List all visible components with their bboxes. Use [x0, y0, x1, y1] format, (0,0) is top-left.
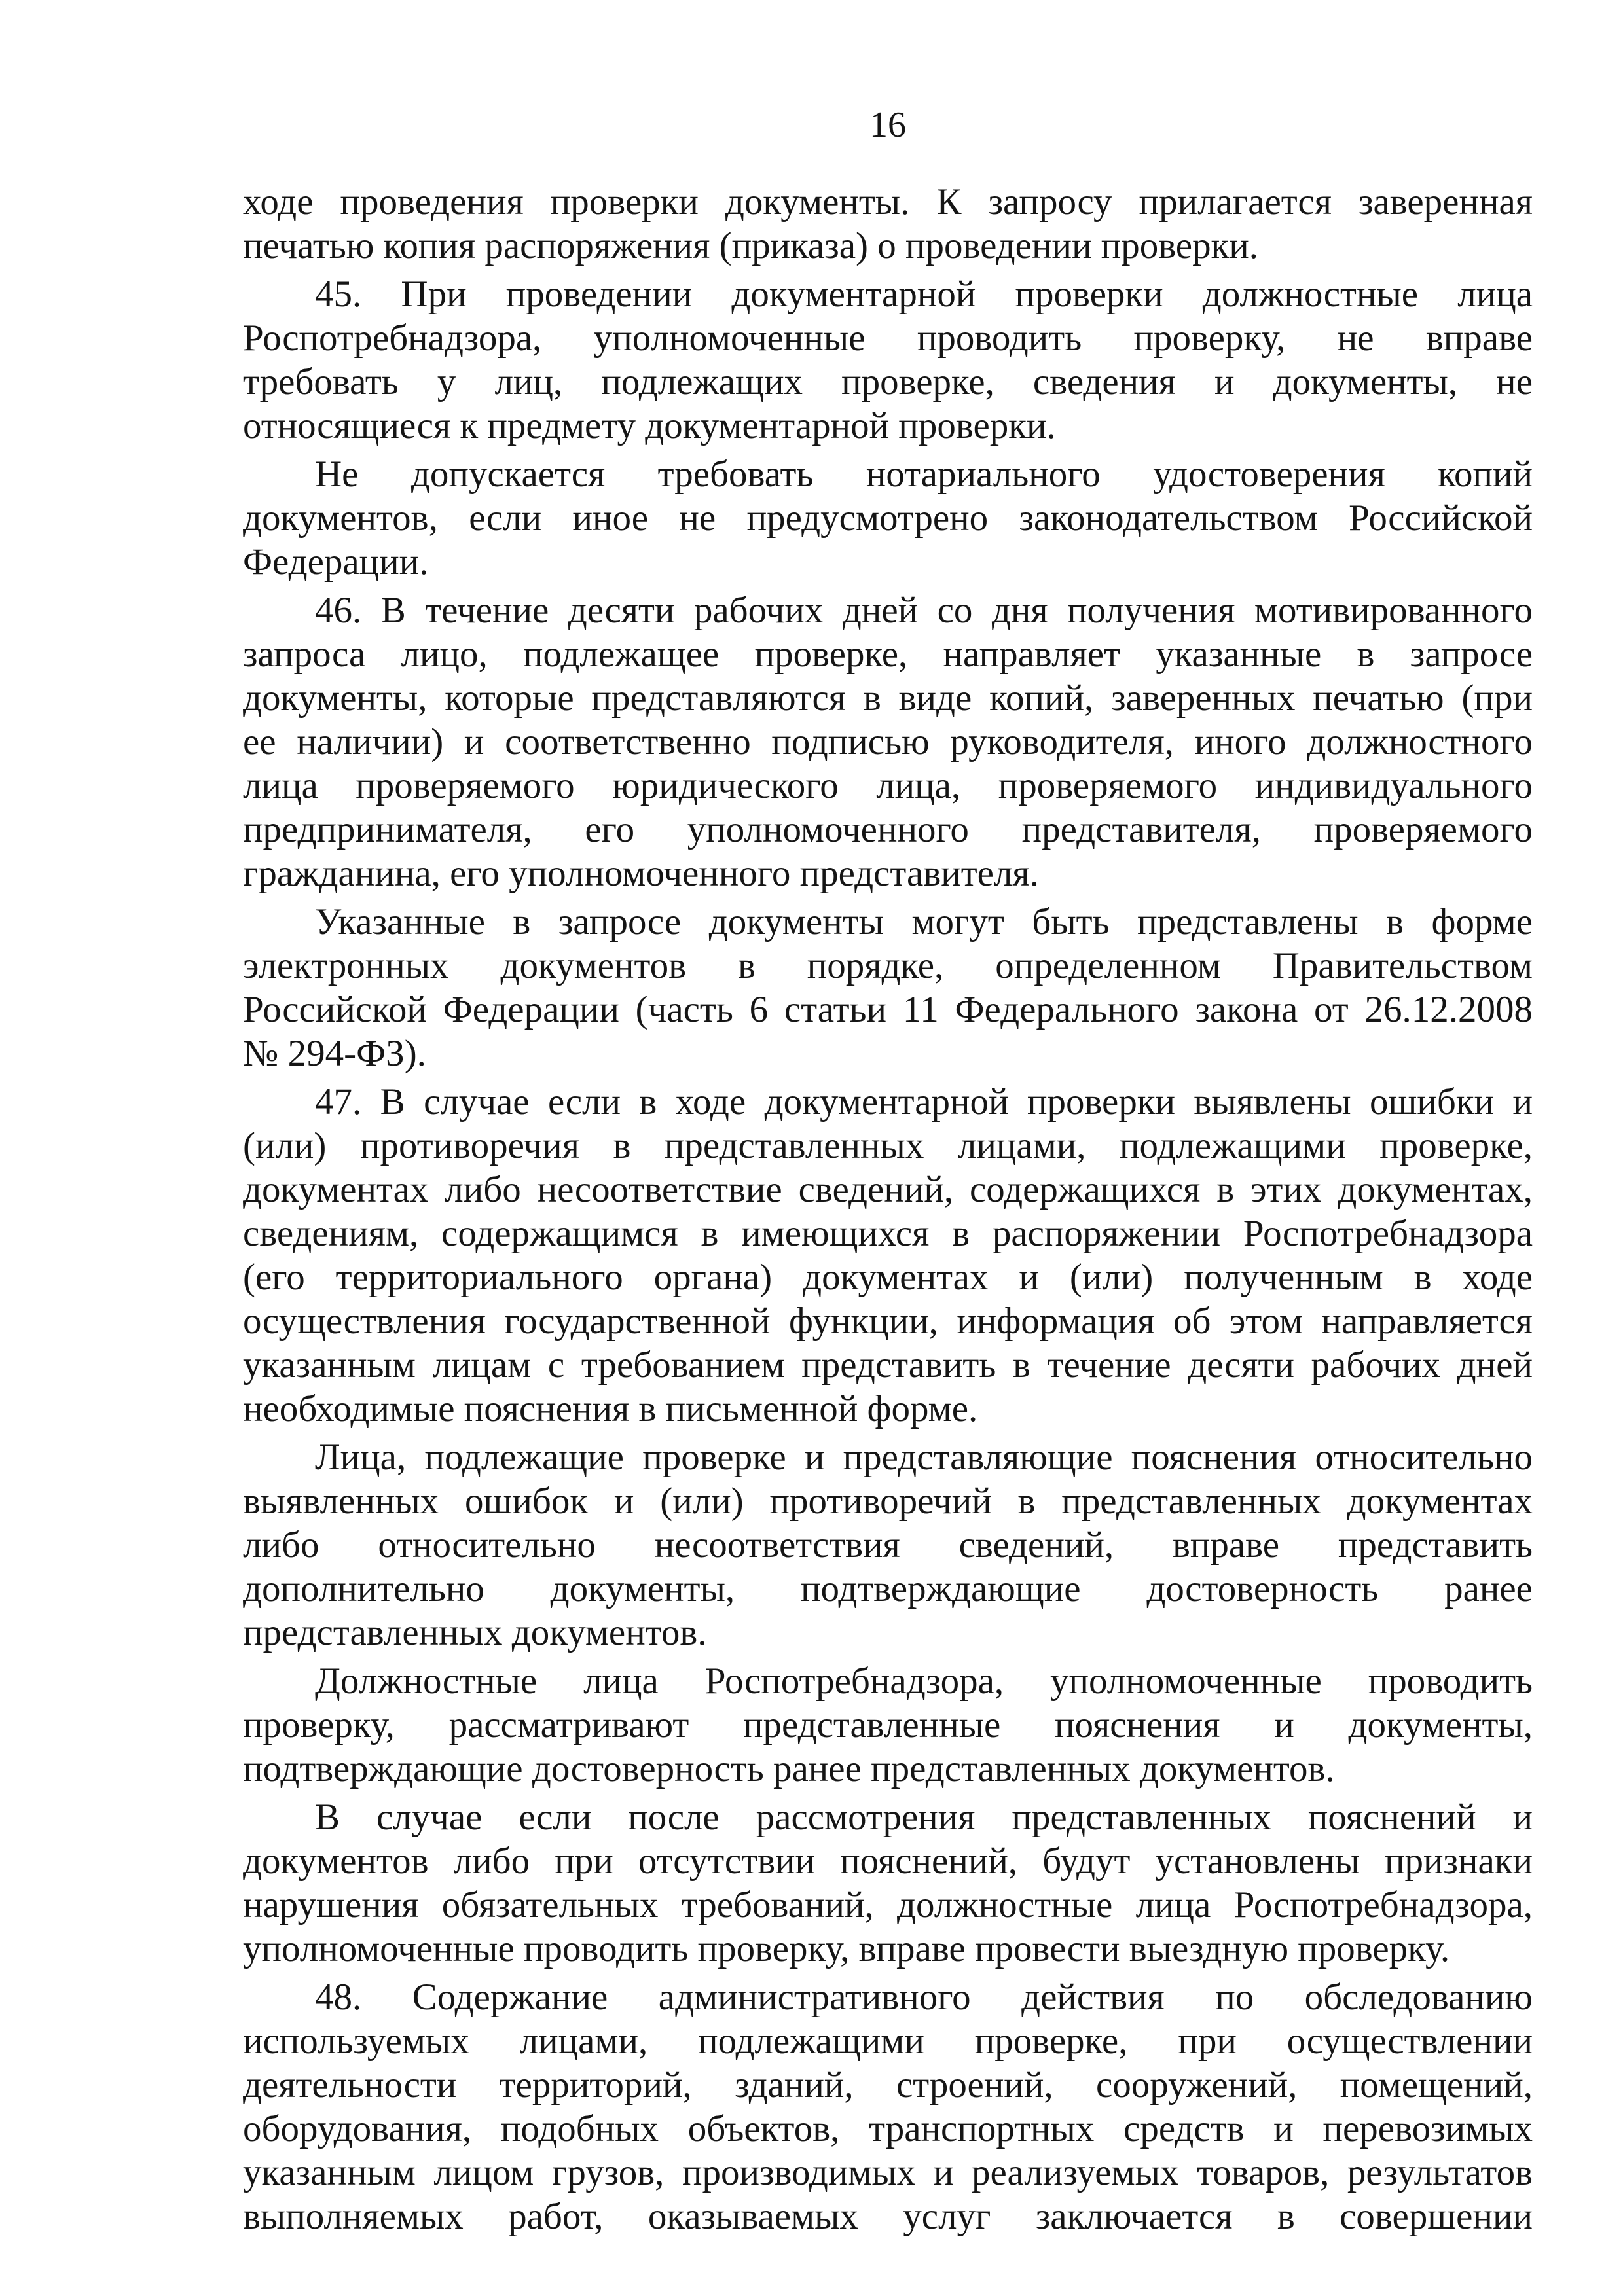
paragraph-45-notarization — [243, 452, 1533, 584]
text-line: нарушения обязательных требований, должностные лица Роспотребнадзора, — [243, 1884, 1533, 1926]
paragraph-47-explanations — [243, 1435, 1533, 1655]
paragraph-48 — [243, 1975, 1533, 2238]
document-body — [243, 180, 1533, 2238]
text-line: лица проверяемого юридического лица, проверяемого индивидуального — [243, 765, 1533, 806]
paragraph-46 — [243, 588, 1533, 895]
text-line: документов, если иное не предусмотрено законодательством Российской — [243, 497, 1533, 539]
text-line: 47. В случае если в ходе документарной проверки выявлены ошибки и — [315, 1081, 1533, 1122]
text-line: сведениям, содержащимся в имеющихся в распоряжении Роспотребнадзора — [243, 1213, 1533, 1254]
page-number: 16 — [869, 105, 906, 145]
text-line: (или) противоречия в представленных лицами, подлежащими проверке, — [243, 1125, 1533, 1166]
text-line: печатью копия распоряжения (приказа) о проведении проверки. — [243, 225, 1259, 266]
text-line: необходимые пояснения в письменной форме. — [243, 1388, 978, 1429]
text-line: выполняемых работ, оказываемых услуг заключается в совершении — [243, 2196, 1533, 2237]
text-line: № 294-ФЗ). — [243, 1033, 426, 1074]
text-line: 45. При проведении документарной проверки должностные лица — [315, 274, 1533, 315]
text-line: документов либо при отсутствии пояснений, будут установлены признаки — [243, 1840, 1533, 1882]
text-line: выявленных ошибок и (или) противоречий в представленных документах — [243, 1480, 1533, 1522]
text-line: требовать у лиц, подлежащих проверке, сведения и документы, не — [243, 361, 1533, 403]
text-line: (его территориального органа) документах и (или) полученным в ходе — [243, 1257, 1533, 1298]
text-line: уполномоченные проводить проверку, вправе провести выездную проверку. — [243, 1928, 1450, 1969]
text-line: деятельности территорий, зданий, строений, сооружений, помещений, — [243, 2064, 1533, 2106]
text-line: Роспотребнадзора, уполномоченные проводить проверку, не вправе — [243, 317, 1533, 359]
text-line: проверку, рассматривают представленные пояснения и документы, — [243, 1704, 1533, 1746]
paragraph-47 — [243, 1080, 1533, 1431]
paragraph-continued — [243, 180, 1533, 268]
text-line: указанным лицом грузов, производимых и реализуемых товаров, результатов — [243, 2152, 1533, 2193]
text-line: Не допускается требовать нотариального удостоверения копий — [315, 454, 1533, 495]
text-line: либо относительно несоответствия сведений, вправе представить — [243, 1524, 1533, 1566]
text-line: ходе проведения проверки документы. К запросу прилагается заверенная — [243, 181, 1533, 223]
text-line: документах либо несоответствие сведений, содержащихся в этих документах, — [243, 1169, 1533, 1210]
text-line: представленных документов. — [243, 1612, 707, 1653]
text-line: 46. В течение десяти рабочих дней со дня получения мотивированного — [315, 590, 1533, 631]
text-line: подтверждающие достоверность ранее представленных документов. — [243, 1748, 1335, 1789]
text-line: осуществления государственной функции, информация об этом направляется — [243, 1300, 1533, 1342]
text-line: Российской Федерации (часть 6 статьи 11 Федерального закона от 26.12.2008 — [243, 989, 1533, 1030]
text-line: относящиеся к предмету документарной проверки. — [243, 405, 1056, 446]
text-line: 48. Содержание административного действия по обследованию — [315, 1977, 1533, 2018]
paragraph-45 — [243, 272, 1533, 448]
text-line: Указанные в запросе документы могут быть представлены в форме — [315, 901, 1533, 942]
text-line: используемых лицами, подлежащими проверке, при осуществлении — [243, 2020, 1533, 2062]
text-line: В случае если после рассмотрения представленных пояснений и — [315, 1797, 1533, 1838]
text-line: предпринимателя, его уполномоченного представителя, проверяемого — [243, 809, 1533, 850]
text-line: указанным лицам с требованием представить в течение десяти рабочих дней — [243, 1344, 1533, 1386]
paragraph-47-review — [243, 1659, 1533, 1791]
text-line: гражданина, его уполномоченного представителя. — [243, 853, 1039, 894]
text-line: Должностные лица Роспотребнадзора, уполномоченные проводить — [315, 1660, 1533, 1702]
text-line: электронных документов в порядке, определенном Правительством — [243, 945, 1533, 986]
text-line: документы, которые представляются в виде копий, заверенных печатью (при — [243, 677, 1533, 719]
text-line: ее наличии) и соответственно подписью руководителя, иного должностного — [243, 721, 1533, 762]
text-line: дополнительно документы, подтверждающие достоверность ранее — [243, 1568, 1533, 1609]
text-line: оборудования, подобных объектов, транспортных средств и перевозимых — [243, 2108, 1533, 2149]
text-line: запроса лицо, подлежащее проверке, направляет указанные в запросе — [243, 634, 1533, 675]
paragraph-46-electronic — [243, 900, 1533, 1075]
paragraph-47-field-check — [243, 1795, 1533, 1971]
text-line: Федерации. — [243, 541, 429, 583]
text-line: Лица, подлежащие проверке и представляющие пояснения относительно — [315, 1437, 1533, 1478]
